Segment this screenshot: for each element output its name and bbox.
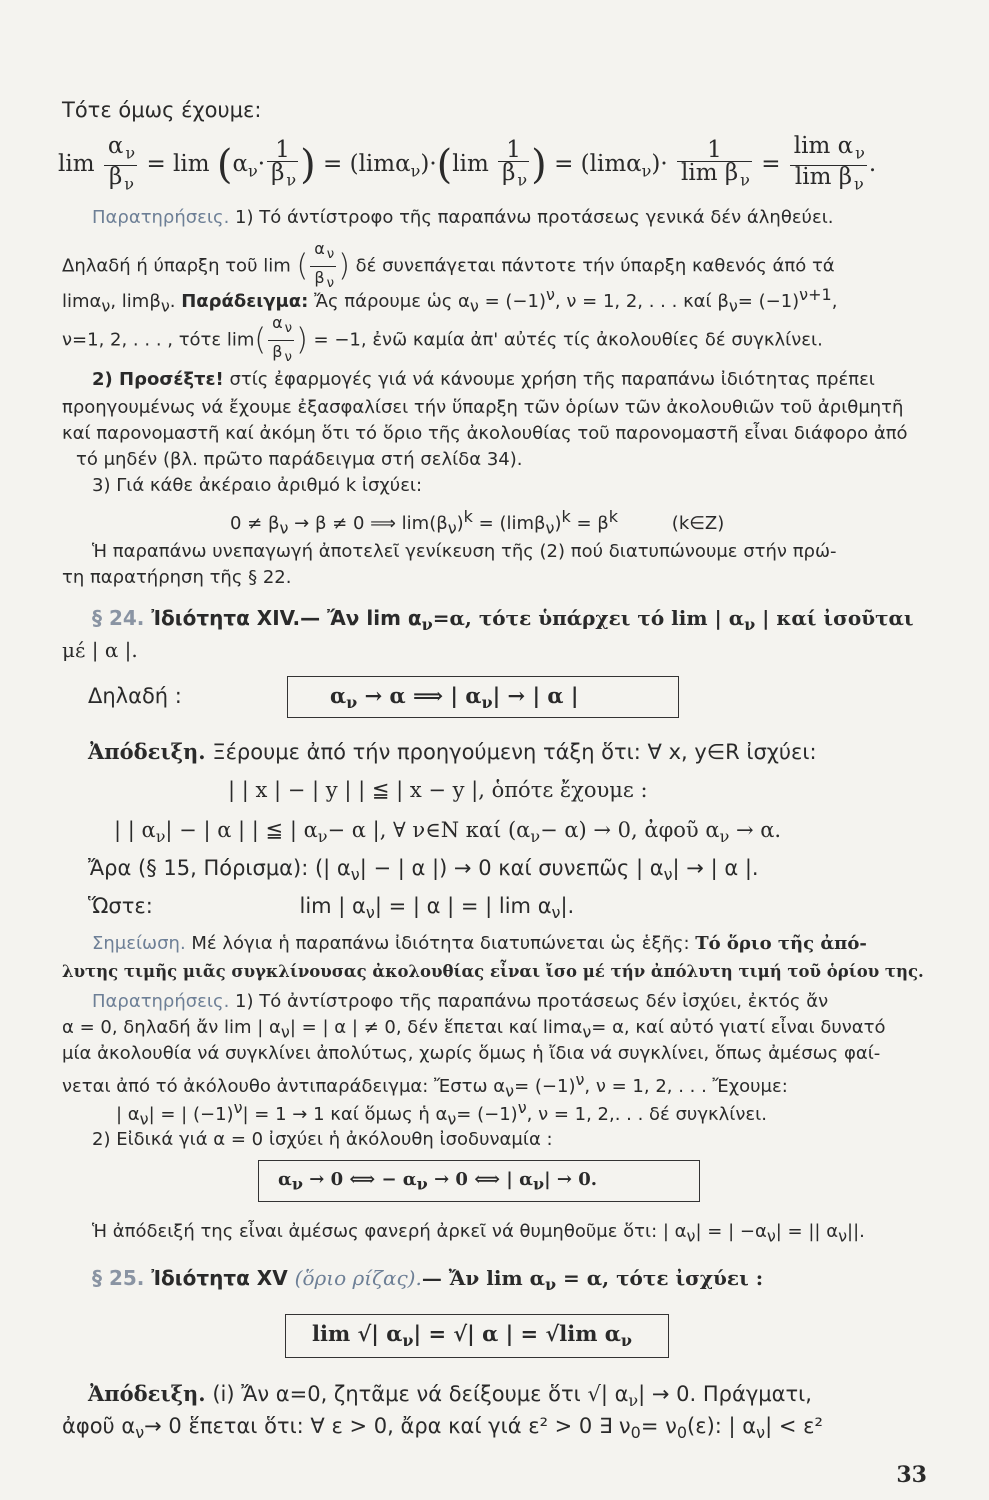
text-line: 3) Γιά κάθε ἀκέραιο ἀριθμό k ἰσχύει: [92, 475, 423, 496]
page-number: 33 [896, 1462, 927, 1488]
section-heading-24: § 24. Ἰδιότητα XIV.— Ἄν $\lim \alpha_\nu=\alpha$, τότε ὑπάρχει τό lim | $\alpha_\nu$ | καί ἰσοῦται [92, 606, 914, 634]
text-line: Ἀπόδειξη. Ξέρουμε ἀπό τήν προηγούμενη τάξη ὅτι: ∀ x, y∈R ἰσχύει: [88, 739, 817, 764]
text-line: Ἀπόδειξη. (i) Ἄν α=0, ζητᾶμε νά δείξουμε ὅτι √| $\alpha_\nu| \to 0$. Πράγματι, [88, 1381, 812, 1411]
text-line: | | x | − | y | | ≦ | x − y |, ὁπότε ἔχουμε : [228, 778, 648, 802]
limit-quotient-formula: lim $\frac{\alpha _\nu}{\beta _\nu}$ = $\lim (\alpha_\nu\cdot$ $\frac{1}{\beta _\nu}$ ) = (limα$_\nu$)·(lim $\frac{1}{\beta _\nu}$ ) = (limα$_\nu$)· $\frac{1}{\lim \beta _\nu}$ = $\frac{\lim \alpha _\nu}{\lim \beta _\nu}$ . [58, 132, 877, 194]
text-line: Παρατηρήσεις. 1) Τό άντίστροφο τῆς παραπάνω προτάσεως γενικά δέν άληθεύει. [92, 207, 834, 228]
text-line: Σημείωση. Μέ λόγια ἡ παραπάνω ἰδιότητα διατυπώνεται ὡς ἑξῆς: Τό ὅριο τῆς ἀπό- [92, 933, 867, 954]
text-line: καί παρονομαστῆ καί ἀκόμη ὅτι τό ὅριο τῆς ἀκολουθίας τοῦ παρονομαστῆ εἶναι διάφορο ἀπό [62, 423, 908, 444]
text-line: ἀφοῦ $\alpha_\nu\to 0$ ἕπεται ὅτι: ∀ ε > 0, ἄρα καί γιά ε² > 0 ∃ $\nu_0= \nu_0(\varepsilon)$: | $\alpha_\nu| < \varepsilon^2$ [62, 1414, 823, 1443]
boxed-formula-text: lim √| $\alpha_\nu|$ = √| α | = √lim $\alpha_\nu$ [312, 1321, 633, 1351]
text-line: τό μηδέν (βλ. πρῶτο παράδειγμα στή σελίδα 34). [76, 449, 523, 470]
text-line: Ἡ παραπάνω υνεπαγωγή ἀποτελεῖ γενίκευση τῆς (2) πού διατυπώνουμε στήν πρώ- [92, 541, 837, 562]
boxed-formula-text: $\alpha_\nu \to 0$ ⟺ − $\alpha_\nu \to 0$ ⟺ | $\alpha_\nu| \to 0$. [278, 1169, 598, 1194]
power-limit-formula: $0 \ne \beta_\nu \to \beta \ne 0$ ⟹ $\lim(\beta_\nu)^k = (\lim\beta_\nu)^k = \beta^k$ (k∈Z) [230, 507, 725, 538]
text-line: Ὥστε: lim | $\alpha_\nu|$ = | α | = | $\lim \alpha_\nu|$. [88, 894, 575, 923]
section-heading-25: § 25. Ἰδιότητα XV (ὅριο ρίζας).— Ἄν $\lim \alpha_\nu = \alpha$, τότε ἰσχύει : [92, 1266, 764, 1294]
text-line: Ἡ ἀπόδειξή της εἶναι ἀμέσως φανερή ἀρκεῖ νά θυμηθοῦμε ὅτι: | $\alpha_\nu|$ = | $-\alpha_\nu|$ = || $\alpha_\nu||$. [92, 1221, 865, 1246]
text-line: προηγουμένως νά ἔχουμε ἐξασφαλίσει τήν ὕπαρξη τῶν ὁρίων τῶν ἀκολουθιῶν τοῦ ἀριθμητῆ [62, 397, 904, 418]
text-line: 2) Εἰδικά γιά α = 0 ἰσχύει ἡ ἀκόλουθη ἰσοδυναμία : [92, 1129, 553, 1150]
text-line: μία ἀκολουθία νά συγκλίνει ἀπολύτως, χωρίς ὅμως ἡ ἴδια νά συγκλίνει, ὅπως ἀμέσως φαί- [62, 1043, 881, 1064]
text-line: Δηλαδή : [88, 684, 182, 708]
text-line: νεται ἀπό τό ἀκόλουθο ἀντιπαράδειγμα: Ἔστω $\alpha_\nu= (-1)^\nu$, ν = 1, 2, . . . Ἔχουμε: [62, 1070, 788, 1101]
text-line: ν=1, 2, . . . , τότε lim( $\frac{\alpha _\nu}{\beta _\nu}$ ) = −1, ἐνῶ καμία ἀπ' αὐτές τίς ἀκολουθίες δέ συγκλίνει. [62, 313, 823, 366]
text-line: 2) Προσέξτε! στίς ἐφαρμογές γιά νά κάνουμε χρήση τῆς παραπάνω ἰδιότητας πρέπει [92, 369, 875, 390]
text-line: Τότε όμως έχουμε: [62, 98, 262, 122]
text-line: Δηλαδή ή ύπαρξη τοῦ lim ( $\frac{\alpha _\nu}{\beta _\nu}$ ) δέ συνεπάγεται πάντοτε τήν ύπαρξη καθενός άπό τά [62, 239, 835, 292]
text-line: τη παρατήρηση τῆς § 22. [62, 567, 292, 588]
text-line: Παρατηρήσεις. 1) Τό ἀντίστροφο τῆς παραπάνω προτάσεως δέν ἰσχύει, ἐκτός ἄν [92, 991, 829, 1012]
text-line: μέ | α |. [62, 638, 138, 662]
text-line: | $\alpha_\nu|$ = | $(-1)^\nu| = 1 \to 1$ καί ὅμως ἡ $\alpha_\nu= (-1)^\nu$, ν = 1, 2,. . . δέ συγκλίνει. [116, 1098, 767, 1129]
text-line: α = 0, δηλαδή ἄν lim | $\alpha_\nu|$ = | α | ≠ 0, δέν ἕπεται καί limα$_\nu$= α, καί αὐτό γιατί εἶναι δυνατό [62, 1017, 886, 1042]
text-line: Ἄρα (§ 15, Πόρισμα): (| $\alpha_\nu|$ − | α |) → 0 καί συνεπῶς | $\alpha_\nu|$ → | α |. [88, 856, 759, 885]
text-line: λυτης τιμῆς μιᾶς συγκλίνουσας ἀκολουθίας εἶναι ἴσο μέ τήν ἀπόλυτη τιμή τοῦ ὁρίου της. [62, 962, 924, 981]
boxed-formula-text: $\alpha_\nu \to \alpha$ ⟹ | $\alpha_\nu|$ → | α | [330, 683, 579, 713]
text-line: limα$_\nu$, limβ$_\nu$. Παράδειγμα: Ἄς πάρουμε ὡς $\alpha_\nu = (-1)^\nu$, ν = 1, 2, . . . καί $\beta_\nu= (-1)^{\nu+1}$, [62, 285, 838, 316]
text-line: | | $\alpha_\nu|$ − | α | | ≦ | $\alpha_\nu- \alpha$ |, ∀ ν∈N καί $(\alpha_\nu- \alpha) \to 0$, ἀφοῦ $\alpha_\nu \to \alpha$. [114, 818, 782, 847]
